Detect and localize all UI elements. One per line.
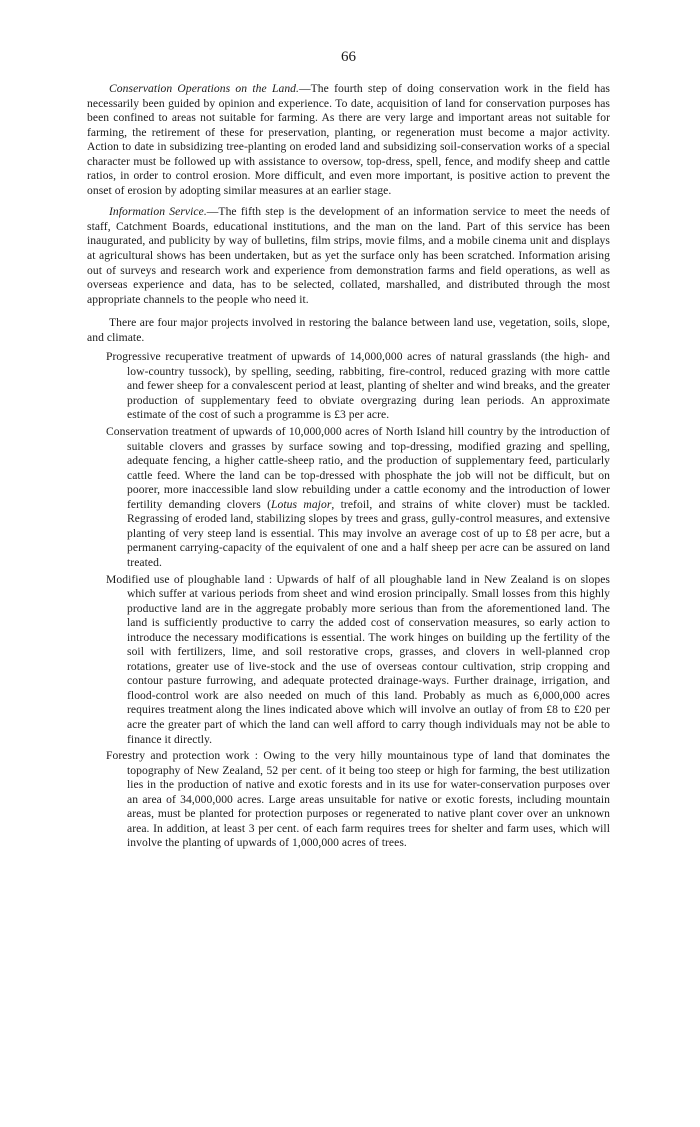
projects-list <box>87 350 610 851</box>
project-italic-term: Lotus major <box>271 497 332 511</box>
paragraph-intro: There are four major projects involved in restoring the balance between land use, vegetation, soils, slope, and climate. <box>87 316 610 344</box>
section-heading-information-service: Information Service. <box>109 205 207 219</box>
project-text: Modified use of ploughable land : Upwards of half of all ploughable land in New Zealand is on slopes which suffer at various periods from sheet and wind erosion principally. Small losses from this highly productive land are in the aggregate probably more serious than from the aforementioned land. The land is sufficiently productive to carry the added cost of conservation measures, so early action to introduce the necessary modifications is essential. The work hinges on building up the fertility of the soil with fertilizers, lime, and soil restorative crops, grasses, and clovers in well-planned crop rotations, greater use of live-stock and the use of overseas contour cultivation, strip cropping and contour pasture furrowing, and adequate protected drainage-ways. Further drainage, irrigation, and flood-control work are also needed on much of this land. Probably as much as 6,000,000 acres requires treatment along the lines indicated above which will involve an outlay of from £8 to £20 per acre the greater part of which the land can well afford to carry though individuals may not be able to finance it directly. <box>106 572 610 746</box>
page-number: 66 <box>340 49 357 65</box>
project-text-after: , trefoil, and strains of white clover) must be tackled. Regrassing of eroded land, stabilizing slopes by trees and grass, gully-control measures, and extensive planting of very steep land is essential. This may involve an average cost of up to £8 per acre, but a permanent carrying-capacity of the equivalent of one and a half sheep per acre can be assured on land treated. <box>127 497 610 569</box>
paragraph-information-service <box>87 205 610 307</box>
project-text: Progressive recuperative treatment of upwards of 14,000,000 acres of natural grasslands (the high- and low-country tussock), by spelling, seeding, rabbiting, fire-control, reduced grazing with more cattle and fewer sheep for a convalescent period at least, planting of shelter and wind breaks, and the greater production of supplementary feed to obviate overgrazing during lean periods. An approximate estimate of the cost of such a programme is £3 per acre. <box>106 350 610 422</box>
project-item-hill-country <box>87 425 610 570</box>
section-heading-conservation-operations: Conservation Operations on the Land. <box>109 82 299 95</box>
project-item-grasslands <box>87 350 610 423</box>
project-item-ploughable-land <box>87 573 610 748</box>
project-text: Forestry and protection work : Owing to the very hilly mountainous type of land that dominates the topography of New Zealand, 52 per cent. of it being too steep or high for farming, the best utilization lies in the production of native and exotic forests and in its use for water-conservation purposes over an area of 34,000,000 acres. Large areas unsuitable for native or exotic forests, including mountain areas, must be planted for protection purposes or regenerated to native plant cover over an unknown area. In addition, at least 3 per cent. of each farm requires trees for shelter and farm uses, which will involve the planting of upwards of 1,000,000 acres of trees. <box>106 749 610 850</box>
document-page <box>87 48 610 851</box>
project-text: Conservation treatment of upwards of 10,000,000 acres of North Island hill country by the introduction of suitable clovers and grasses by surface sowing and top-dressing, modified grazing and spelling, adequate fencing, a higher cattle-sheep ratio, and the production of supplementary feed, particularly cattle feed. Where the land can be top-dressed with phosphate the job will not be difficult, but on poorer, more inaccessible land slow rebuilding under a cattle economy and the introduction of lower fertility demanding clovers ( <box>106 425 610 511</box>
section-text-conservation-operations: —The fourth step of doing conservation work in the field has necessarily been guided by opinion and experience. To date, acquisition of land for conservation purposes has been confined to areas not suitable for farming. As there are very large and important areas not suitable for farming, the retirement of these for preservation, planting, or regeneration must become a major activity. Action to date in subsidizing tree-planting on eroded land and subsidizing soil-conservation works of a special character must be followed up with assistance to oversow, top-dress, spell, fence, and modify sheep and cattle ratios, in order to control erosion. More difficult, and even more important, is positive action to prevent the onset of erosion by adopting similar measures at an earlier stage. <box>87 82 610 197</box>
project-item-forestry <box>87 749 610 851</box>
paragraph-conservation-operations <box>87 82 610 198</box>
section-text-information-service: —The fifth step is the development of an information service to meet the needs of staff, Catchment Boards, educational institutions, and the man on the land. Part of this service has been inaugurated, and publicity by way of bulletins, film strips, movie films, and a mobile cinema unit and displays at agricultural shows has been undertaken, but as yet the surface only has been scratched. Information arising out of surveys and research work and experience from demonstration farms and field operations, as well as overseas experience and data, has to be selected, collated, marshalled, and distributed through the most appropriate channels to the people who need it. <box>87 205 610 306</box>
